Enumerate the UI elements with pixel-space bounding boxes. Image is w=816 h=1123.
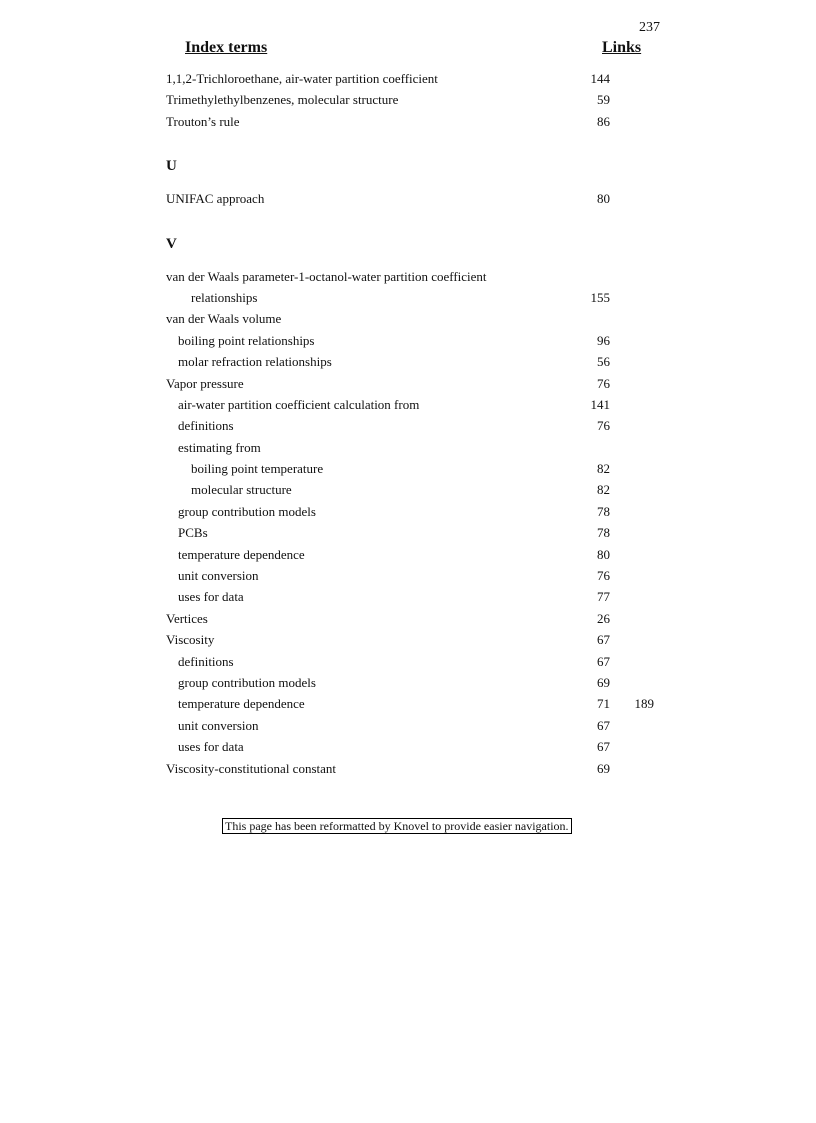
index-subentry xyxy=(166,415,686,436)
entry-term: Viscosity xyxy=(166,632,215,648)
section-letter-v: V xyxy=(166,235,177,252)
index-subentry xyxy=(166,351,686,372)
entry-term: Viscosity-constitutional constant xyxy=(166,760,337,776)
entry-term: PCBs xyxy=(178,525,208,541)
index-subsubentry xyxy=(166,458,686,479)
entry-link[interactable]: 56 xyxy=(597,354,610,370)
entry-term: boiling point temperature xyxy=(191,461,324,477)
knovel-reformat-notice: This page has been reformatted by Knovel to provide easier navigation. xyxy=(222,818,572,834)
entry-link[interactable]: 78 xyxy=(597,503,610,519)
entry-link[interactable]: 86 xyxy=(597,113,610,129)
index-entry xyxy=(166,89,686,110)
index-entry xyxy=(166,758,686,779)
index-subentry xyxy=(166,394,686,415)
entry-term: Vertices xyxy=(166,610,208,626)
entry-term: temperature dependence xyxy=(178,696,305,712)
index-subentry xyxy=(166,544,686,565)
entry-term: UNIFAC approach xyxy=(166,191,265,207)
index-subentry xyxy=(166,715,686,736)
index-entry xyxy=(166,608,686,629)
entry-link[interactable]: 69 xyxy=(597,760,610,776)
entry-term: relationships xyxy=(191,289,258,305)
entry-link[interactable]: 67 xyxy=(597,717,610,733)
entry-term: definitions xyxy=(178,653,234,669)
entry-link[interactable]: 76 xyxy=(597,568,610,584)
index-terms-heading: Index terms xyxy=(185,39,268,56)
index-entry xyxy=(166,629,686,650)
entry-link[interactable]: 80 xyxy=(597,191,610,207)
entry-link[interactable]: 77 xyxy=(597,589,610,605)
entry-link[interactable]: 80 xyxy=(597,546,610,562)
index-subsubentry xyxy=(166,479,686,500)
entry-term: Trimethylethylbenzenes, molecular structure xyxy=(166,92,399,108)
entry-link[interactable]: 69 xyxy=(597,674,610,690)
links-heading: Links xyxy=(602,39,642,56)
entry-link[interactable]: 78 xyxy=(597,525,610,541)
index-subentry xyxy=(166,736,686,757)
entry-term: temperature dependence xyxy=(178,546,305,562)
entry-link[interactable]: 82 xyxy=(597,482,610,498)
entry-term: group contribution models xyxy=(178,674,316,690)
entry-term: uses for data xyxy=(178,739,244,755)
entry-link[interactable]: 67 xyxy=(597,632,610,648)
entry-link[interactable]: 71 xyxy=(597,696,610,712)
entry-term: Trouton’s rule xyxy=(166,113,240,129)
index-subentry xyxy=(166,501,686,522)
entry-term: definitions xyxy=(178,418,234,434)
entry-link[interactable]: 96 xyxy=(597,332,610,348)
index-entry xyxy=(166,188,686,209)
index-entry-continuation xyxy=(166,287,686,308)
entry-term: van der Waals volume xyxy=(166,311,282,327)
entry-term: molar refraction relationships xyxy=(178,354,332,370)
entry-term: uses for data xyxy=(178,589,244,605)
entry-link[interactable]: 59 xyxy=(597,92,610,108)
entry-term: group contribution models xyxy=(178,503,316,519)
index-entry xyxy=(166,308,686,329)
entry-term: estimating from xyxy=(178,439,261,455)
entry-term: boiling point relationships xyxy=(178,332,315,348)
index-subentry xyxy=(166,672,686,693)
entry-term: 1,1,2-Trichloroethane, air-water partition coefficient xyxy=(166,71,438,86)
entry-link[interactable]: 155 xyxy=(590,289,610,305)
entry-link[interactable]: 76 xyxy=(597,375,610,391)
index-subentry xyxy=(166,565,686,586)
index-subentry xyxy=(166,522,686,543)
index-subentry xyxy=(166,586,686,607)
entry-term: van der Waals parameter-1-octanol-water partition coefficient xyxy=(166,268,487,284)
page-number: 237 xyxy=(639,20,660,35)
entry-term: unit conversion xyxy=(178,717,259,733)
entry-link[interactable]: 67 xyxy=(597,653,610,669)
entry-term: molecular structure xyxy=(191,482,292,498)
entry-term: Vapor pressure xyxy=(166,375,244,391)
entry-link[interactable]: 144 xyxy=(590,71,610,86)
entry-link[interactable]: 76 xyxy=(597,418,610,434)
index-subentry xyxy=(166,693,686,714)
entry-term: air-water partition coefficient calculation from xyxy=(178,396,420,412)
index-entry xyxy=(166,111,686,132)
index-entry xyxy=(166,68,686,89)
entry-link[interactable]: 141 xyxy=(590,396,610,412)
index-entry xyxy=(166,266,686,287)
index-entries xyxy=(166,68,686,779)
entry-link[interactable]: 67 xyxy=(597,739,610,755)
index-subentry xyxy=(166,330,686,351)
index-entry xyxy=(166,373,686,394)
index-subentry xyxy=(166,437,686,458)
entry-link[interactable]: 26 xyxy=(597,610,610,626)
index-subentry xyxy=(166,651,686,672)
entry-link[interactable]: 82 xyxy=(597,461,610,477)
entry-link[interactable]: 189 xyxy=(634,696,654,712)
section-letter-u: U xyxy=(166,158,177,175)
entry-term: unit conversion xyxy=(178,568,259,584)
